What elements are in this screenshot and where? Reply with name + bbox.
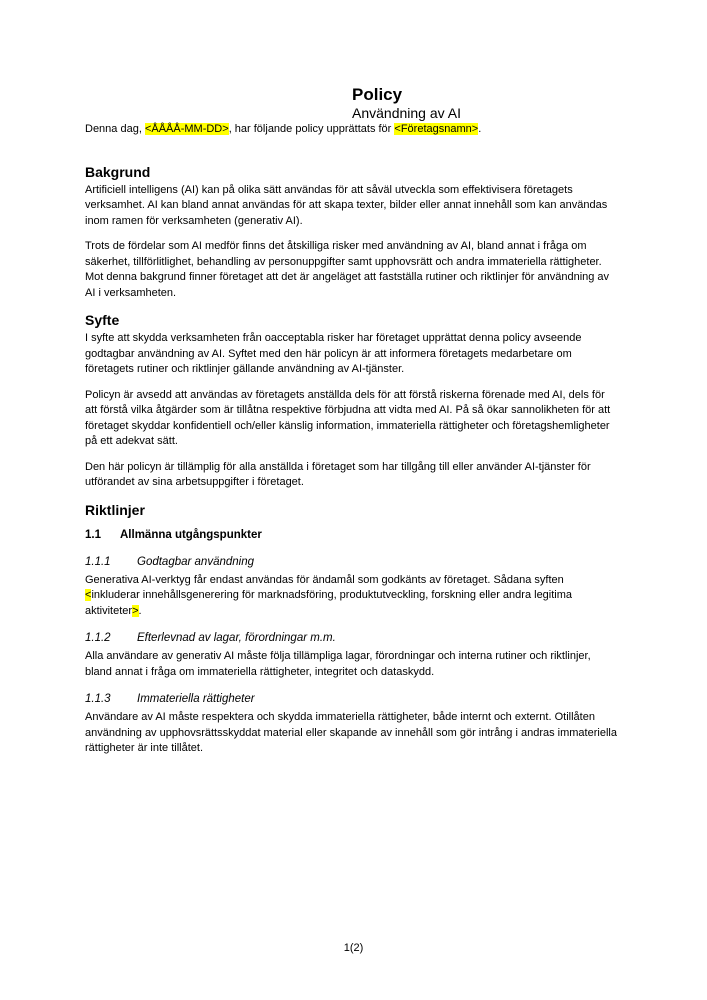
clause-heading-1-1-3: [85, 692, 620, 707]
optional-bracket-open: <: [85, 589, 92, 601]
section-heading-bakgrund: Bakgrund: [85, 163, 151, 180]
clause-number: 1.1.2: [85, 632, 111, 644]
clause-body-1-1-1: [85, 573, 620, 620]
intro-line: [85, 122, 620, 138]
syfte-paragraph-2: Policyn är avsedd att användas av företagets anställda dels för att förstå riskerna förenade med AI, dels för att förstå vilka åtgärder som är tillåtna respektive förbjudna att vidta med AI. På så ökar sannolikheten för att företaget skyddar konfidentiell och/eller känslig information, immateriella rättigheter och företagshemligheter på ett adekvat sätt.: [85, 388, 611, 447]
bakgrund-paragraph-2: Trots de fördelar som AI medför finns det åtskilliga risker med användning av AI, bland annat i fråga om säkerhet, tillförlitlighet, behandling av personuppgifter samt upphovsrätt och andra immateriella rättigheter. Mot denna bakgrund finner företaget att det är angeläget att fastställa rutiner och riktlinjer för användning av AI i verksamheten.: [85, 240, 610, 299]
clause-title: Efterlevnad av lagar, förordningar m.m.: [137, 632, 336, 644]
bakgrund-paragraph-1: Artificiell intelligens (AI) kan på olika sätt användas för att såväl utveckla som effektivisera företagets verksamhet. AI kan bland annat användas för att skapa texter, bilder eller annat innehåll som kan användas inom ramen för verksamheten (generativ AI).: [85, 183, 608, 227]
section-heading-riktlinjer: Riktlinjer: [85, 501, 145, 518]
company-name-placeholder: <Företagsnamn>: [394, 123, 479, 135]
subsection-number: 1.1: [85, 528, 101, 541]
subsection-heading-1-1: [85, 528, 620, 543]
clause-1-1-1-text-1: Generativa AI-verktyg får endast användas för ändamål som godkänts av företaget. Sådana syften: [85, 573, 564, 586]
date-placeholder: <ÅÅÅÅ-MM-DD>: [144, 123, 229, 135]
clause-heading-1-1-1: [85, 555, 620, 570]
intro-text-1: Denna dag,: [85, 123, 145, 135]
syfte-paragraph-3: Den här policyn är tillämplig för alla anställda i företaget som har tillgång till eller använder AI-tjänster för utförandet av sina arbetsuppgifter i företaget.: [85, 460, 591, 488]
clause-1-1-1-optional-text: inkluderar innehållsgenerering för marknadsföring, produktutveckling, forskning eller andra legitima aktiviteter: [85, 589, 573, 617]
clause-title: Godtagbar användning: [137, 555, 255, 568]
document-title: Policy: [352, 85, 403, 104]
document-subtitle: Användning av AI: [352, 105, 461, 121]
title-block: [352, 84, 620, 122]
section-heading-syfte: Syfte: [85, 312, 120, 328]
clause-title: Immateriella rättigheter: [137, 693, 255, 705]
clause-heading-1-1-2: [85, 631, 620, 646]
optional-bracket-close: >: [132, 604, 139, 617]
page-number: 1(2): [343, 942, 364, 954]
clause-body-1-1-2: Alla användare av generativ AI måste följa tillämpliga lagar, förordningar och interna rutiner och riktlinjer, bland annat i fråga om immateriella rättigheter, integritet och dataskydd.: [85, 650, 591, 678]
clause-number: 1.1.3: [85, 693, 111, 705]
intro-text-3: .: [478, 123, 482, 135]
subsection-title: Allmänna utgångspunkter: [120, 528, 262, 541]
clause-body-1-1-3: Användare av AI måste respektera och skydda immateriella rättigheter, både internt och externt. Otillåten användning av upphovsrättsskyddat material eller skapande av innehåll som gör intrång i andras immateriella rättigheter är inte tillåtet.: [85, 711, 617, 754]
intro-text-2: , har följande policy upprättats för: [228, 123, 395, 135]
clause-number: 1.1.1: [85, 555, 111, 568]
clause-1-1-1-text-2: .: [138, 604, 142, 617]
syfte-paragraph-1: I syfte att skydda verksamheten från oacceptabla risker har företaget upprättat denna policy avseende godtagbar användning av AI. Syftet med den här policyn är att informera företagets medarbetare om företagets rutiner och riktlinjer gällande användning av AI-tjänster.: [85, 332, 582, 375]
